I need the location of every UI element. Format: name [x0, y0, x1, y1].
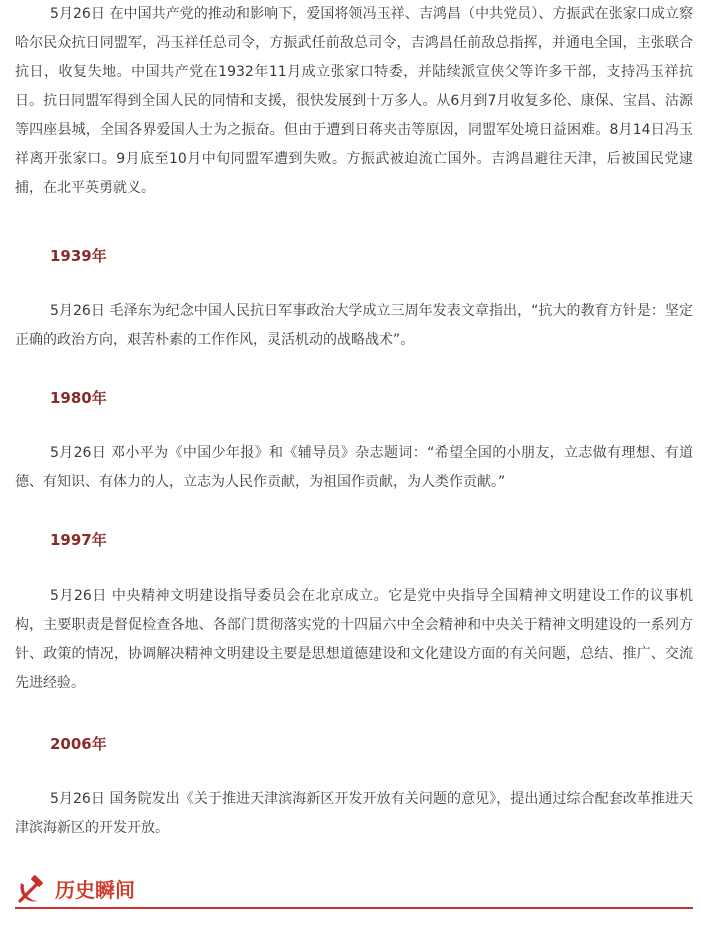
entry-paragraph: 5月26日 毛泽东为纪念中国人民抗日军事政治大学成立三周年发表文章指出，“抗大的教育方针是：坚定正确的政治方向，艰苦朴素的工作作风，灵活机动的战略战术”。	[15, 303, 693, 348]
year-heading: 2006年	[50, 735, 107, 753]
year-heading: 1997年	[50, 531, 107, 549]
section-title: 历史瞬间	[55, 878, 135, 902]
year-heading: 1939年	[50, 247, 107, 265]
entry-paragraph: 5月26日 国务院发出《关于推进天津滨海新区开发开放有关问题的意见》，提出通过综合配套改革推进天津滨海新区的开发开放。	[15, 791, 693, 836]
entry-paragraph-1933: 5月26日 在中国共产党的推动和影响下，爱国将领冯玉祥、吉鸿昌（中共党员）、方振武在张家口成立察哈尔民众抗日同盟军，冯玉祥任总司令，方振武任前敌总司令，吉鸿昌任前敌总指挥，并通电全国，主张联合抗日，收复失地。中国共产党在1932年11月成立张家口特委，并陆续派宣侠父等许多干部，支持冯玉祥抗日。抗日同盟军得到全国人民的同情和支援，很快发展到十万多人。从6月到7月收复多伦、康保、宝昌、沽源等四座县城，全国各界爱国人士为之振奋。但由于遭到日蒋夹击等原因，同盟军处境日益困难。8月14日冯玉祥离开张家口。9月底至10月中旬同盟军遭到失败。方振武被迫流亡国外。吉鸿昌避往天津，后被国民党逮捕，在北平英勇就义。	[15, 6, 693, 196]
section-header-history-moments	[15, 872, 693, 912]
divider	[15, 907, 693, 909]
entry-paragraph: 5月26日 邓小平为《中国少年报》和《辅导员》杂志题词：“希望全国的小朋友，立志做有理想、有道德、有知识、有体力的人，立志为人民作贡献，为祖国作贡献，为人类作贡献。”	[15, 445, 693, 490]
hammer-sickle-icon	[15, 874, 47, 906]
entry-paragraph: 5月26日 中央精神文明建设指导委员会在北京成立。它是党中央指导全国精神文明建设工作的议事机构，主要职责是督促检查各地、各部门贯彻落实党的十四届六中全会精神和中央关于精神文明建设的一系列方针、政策的情况，协调解决精神文明建设主要是思想道德建设和文化建设方面的有关问题，总结、推广、交流先进经验。	[15, 588, 693, 691]
year-heading: 1980年	[50, 389, 107, 407]
